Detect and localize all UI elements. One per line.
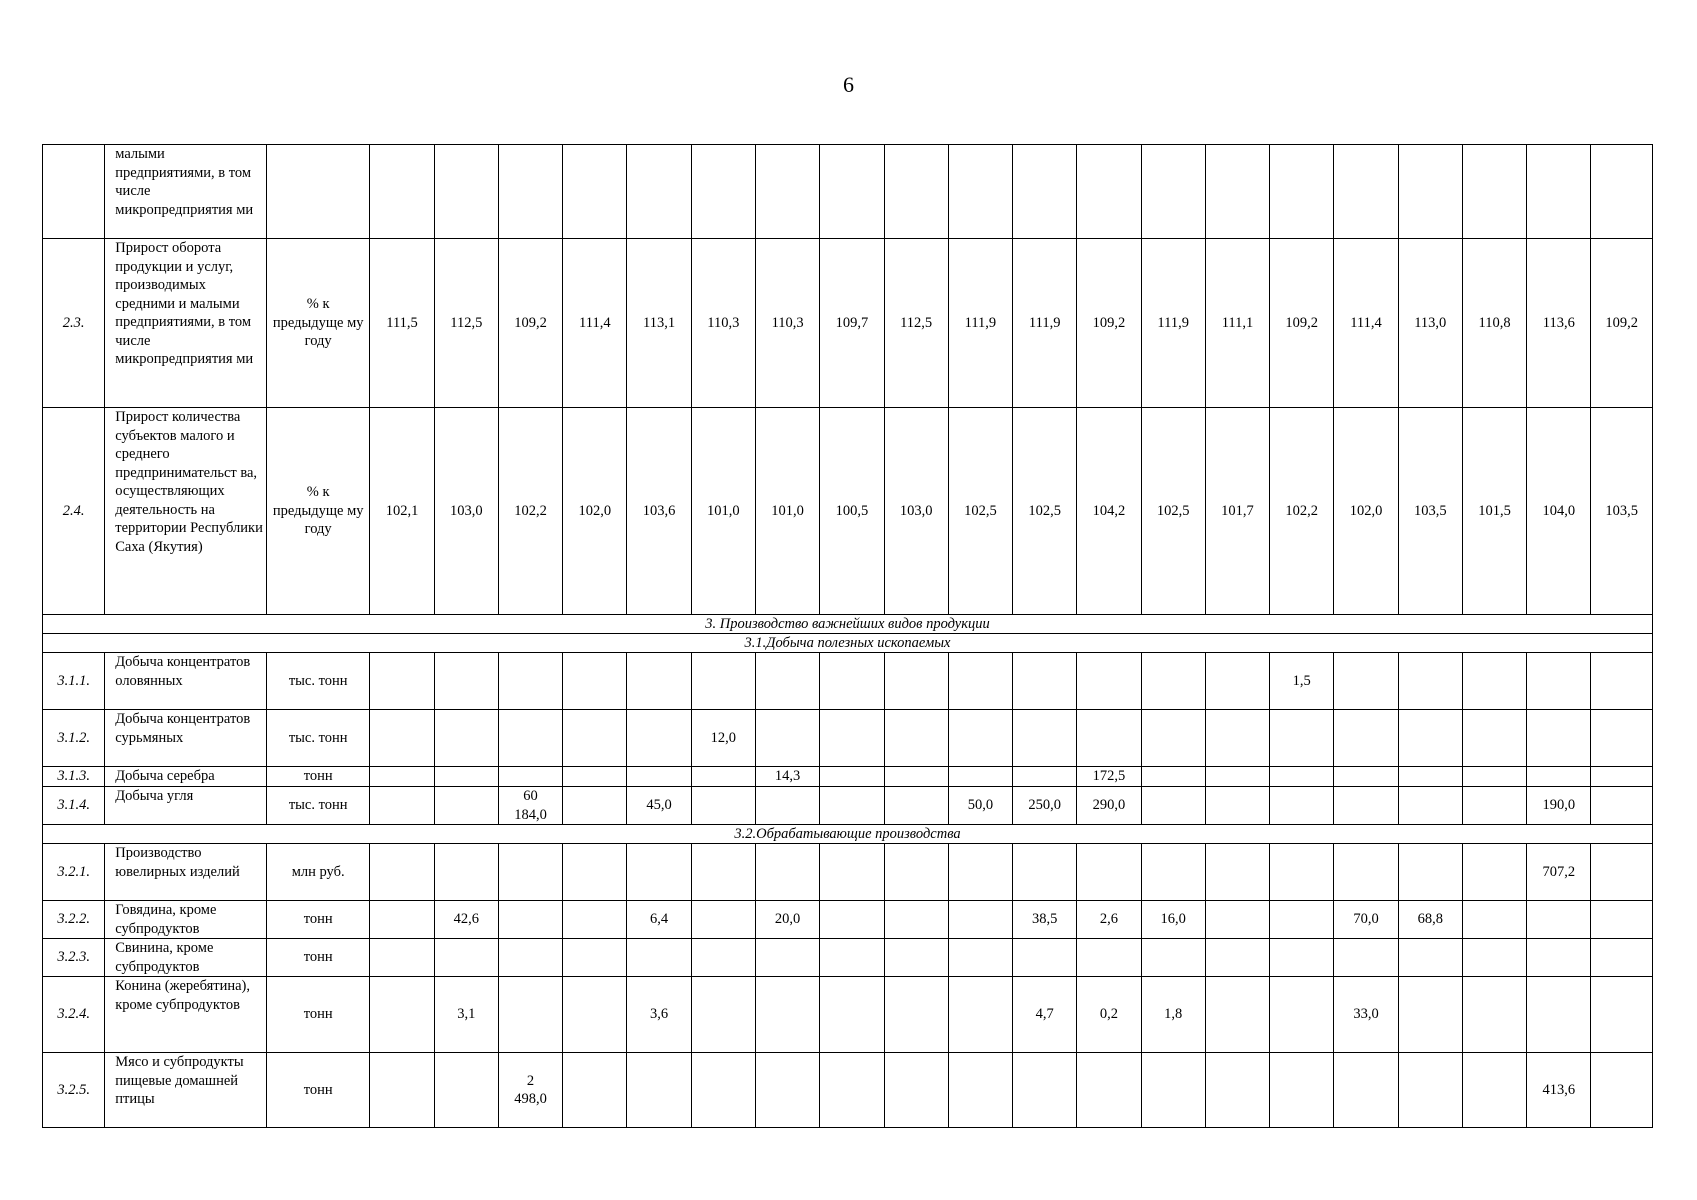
table-row: [43, 939, 1653, 977]
value-cell: [1462, 939, 1526, 977]
value-cell: [755, 1053, 819, 1128]
value-cell: [1013, 710, 1077, 767]
value-cell: 38,5: [1013, 901, 1077, 939]
table-row: [43, 767, 1653, 787]
value-cell: [370, 844, 434, 901]
value-cell: [1013, 939, 1077, 977]
value-cell: [498, 901, 562, 939]
value-cell: [627, 939, 691, 977]
value-cell: [1462, 1053, 1526, 1128]
value-cell: [1591, 844, 1653, 901]
value-cell: [370, 901, 434, 939]
value-cell: 111,5: [370, 239, 434, 408]
value-cell: 413,6: [1527, 1053, 1591, 1128]
indicator-name: Конина (жеребятина), кроме субпродуктов: [105, 977, 267, 1053]
value-cell: 33,0: [1334, 977, 1398, 1053]
value-cell: 101,7: [1205, 408, 1269, 615]
page-number: 6: [843, 72, 854, 97]
value-cell: 102,5: [948, 408, 1012, 615]
value-cell: 111,9: [1141, 239, 1205, 408]
value-cell: [884, 710, 948, 767]
value-cell: [820, 787, 884, 825]
value-cell: [755, 844, 819, 901]
value-cell: [370, 1053, 434, 1128]
value-cell: 20,0: [755, 901, 819, 939]
value-cell: [370, 767, 434, 787]
unit-cell: тонн: [266, 939, 369, 977]
value-cell: [1141, 710, 1205, 767]
section-title: 3.2.Обрабатывающие производства: [43, 825, 1653, 844]
value-cell: 111,9: [948, 239, 1012, 408]
value-cell: [884, 145, 948, 239]
value-cell: [1334, 1053, 1398, 1128]
value-cell: [563, 844, 627, 901]
indicator-name: Прирост оборота продукции и услуг, производимых средними и малыми предприятиями, в том числе микропредприятия ми: [105, 239, 267, 408]
value-cell: 113,1: [627, 239, 691, 408]
indicator-name: Добыча концентратов оловянных: [105, 653, 267, 710]
value-cell: [1013, 653, 1077, 710]
value-cell: [1462, 653, 1526, 710]
value-cell: [755, 787, 819, 825]
value-cell: [434, 767, 498, 787]
value-cell: 102,0: [563, 408, 627, 615]
row-number: 3.1.2.: [43, 710, 105, 767]
table-row: [43, 145, 1653, 239]
value-cell: [1141, 653, 1205, 710]
value-cell: [370, 977, 434, 1053]
value-cell: 16,0: [1141, 901, 1205, 939]
value-cell: [627, 653, 691, 710]
value-cell: 190,0: [1527, 787, 1591, 825]
value-cell: [498, 844, 562, 901]
value-cell: [563, 767, 627, 787]
value-cell: [1141, 767, 1205, 787]
value-cell: [1205, 901, 1269, 939]
unit-cell: тонн: [266, 977, 369, 1053]
value-cell: [1334, 844, 1398, 901]
value-cell: [434, 1053, 498, 1128]
value-cell: 112,5: [884, 239, 948, 408]
value-cell: [1527, 710, 1591, 767]
value-cell: [627, 1053, 691, 1128]
value-cell: [755, 977, 819, 1053]
value-cell: [1462, 710, 1526, 767]
value-cell: [1270, 939, 1334, 977]
value-cell: 111,1: [1205, 239, 1269, 408]
indicator-name: Добыча угля: [105, 787, 267, 825]
value-cell: [755, 710, 819, 767]
value-cell: 111,4: [563, 239, 627, 408]
value-cell: [1334, 145, 1398, 239]
value-cell: [434, 710, 498, 767]
value-cell: [1141, 1053, 1205, 1128]
value-cell: [948, 653, 1012, 710]
row-number: 3.2.2.: [43, 901, 105, 939]
value-cell: [1270, 901, 1334, 939]
value-cell: [884, 653, 948, 710]
row-number: [43, 145, 105, 239]
value-cell: [755, 939, 819, 977]
value-cell: 14,3: [755, 767, 819, 787]
value-cell: [1077, 710, 1141, 767]
value-cell: 3,1: [434, 977, 498, 1053]
value-cell: [1141, 145, 1205, 239]
value-cell: 101,0: [691, 408, 755, 615]
value-cell: [1013, 1053, 1077, 1128]
indicator-name: Говядина, кроме субпродуктов: [105, 901, 267, 939]
value-cell: 100,5: [820, 408, 884, 615]
value-cell: [755, 145, 819, 239]
value-cell: 110,3: [691, 239, 755, 408]
value-cell: [1077, 145, 1141, 239]
value-cell: 111,9: [1013, 239, 1077, 408]
value-cell: [1462, 977, 1526, 1053]
indicator-name: Производство ювелирных изделий: [105, 844, 267, 901]
value-cell: [434, 844, 498, 901]
value-cell: [948, 710, 1012, 767]
value-cell: [1398, 787, 1462, 825]
value-cell: [1205, 1053, 1269, 1128]
value-cell: [691, 145, 755, 239]
value-cell: 113,0: [1398, 239, 1462, 408]
value-cell: 103,0: [434, 408, 498, 615]
value-cell: [1398, 710, 1462, 767]
value-cell: 250,0: [1013, 787, 1077, 825]
value-cell: 707,2: [1527, 844, 1591, 901]
value-cell: [1591, 653, 1653, 710]
value-cell: [434, 939, 498, 977]
value-cell: [498, 145, 562, 239]
value-cell: [1141, 844, 1205, 901]
value-cell: 50,0: [948, 787, 1012, 825]
value-cell: [1527, 939, 1591, 977]
value-cell: 104,0: [1527, 408, 1591, 615]
value-cell: [1077, 939, 1141, 977]
table-body: [43, 145, 1653, 1128]
value-cell: 70,0: [1334, 901, 1398, 939]
value-cell: [563, 977, 627, 1053]
value-cell: [884, 767, 948, 787]
value-cell: [370, 710, 434, 767]
row-number: 3.2.5.: [43, 1053, 105, 1128]
value-cell: [563, 1053, 627, 1128]
table-row: [43, 844, 1653, 901]
value-cell: [627, 844, 691, 901]
value-cell: [1398, 145, 1462, 239]
value-cell: [1205, 767, 1269, 787]
value-cell: 109,2: [498, 239, 562, 408]
value-cell: [1591, 710, 1653, 767]
value-cell: [691, 901, 755, 939]
row-number: 2.3.: [43, 239, 105, 408]
value-cell: [1462, 787, 1526, 825]
value-cell: 102,2: [498, 408, 562, 615]
value-cell: [1334, 939, 1398, 977]
value-cell: [627, 767, 691, 787]
value-cell: [948, 901, 1012, 939]
value-cell: 103,5: [1398, 408, 1462, 615]
row-number: 2.4.: [43, 408, 105, 615]
unit-cell: % к предыдуще му году: [266, 408, 369, 615]
indicator-table: [42, 144, 1653, 1128]
value-cell: [1270, 145, 1334, 239]
unit-cell: тонн: [266, 767, 369, 787]
value-cell: [884, 844, 948, 901]
value-cell: [1270, 977, 1334, 1053]
value-cell: [1462, 145, 1526, 239]
table-row: [43, 710, 1653, 767]
unit-cell: тонн: [266, 1053, 369, 1128]
value-cell: [1077, 1053, 1141, 1128]
value-cell: 68,8: [1398, 901, 1462, 939]
value-cell: 103,6: [627, 408, 691, 615]
value-cell: [563, 939, 627, 977]
section-header-row: [43, 825, 1653, 844]
indicator-name: Прирост количества субъектов малого и среднего предпринимательст ва, осуществляющих деятельность на территории Республики Саха (Якутия): [105, 408, 267, 615]
value-cell: [1205, 653, 1269, 710]
value-cell: 104,2: [1077, 408, 1141, 615]
value-cell: [1527, 767, 1591, 787]
value-cell: [691, 787, 755, 825]
unit-cell: % к предыдуще му году: [266, 239, 369, 408]
value-cell: 102,0: [1334, 408, 1398, 615]
value-cell: 45,0: [627, 787, 691, 825]
value-cell: [370, 787, 434, 825]
value-cell: [884, 1053, 948, 1128]
value-cell: [948, 844, 1012, 901]
value-cell: [948, 977, 1012, 1053]
value-cell: [1462, 767, 1526, 787]
value-cell: 103,0: [884, 408, 948, 615]
value-cell: 2,6: [1077, 901, 1141, 939]
value-cell: [1141, 939, 1205, 977]
value-cell: [498, 767, 562, 787]
value-cell: [884, 939, 948, 977]
value-cell: [370, 145, 434, 239]
value-cell: 0,2: [1077, 977, 1141, 1053]
value-cell: [434, 653, 498, 710]
section-title: 3.1.Добыча полезных ископаемых: [43, 634, 1653, 653]
value-cell: 172,5: [1077, 767, 1141, 787]
table-row: [43, 787, 1653, 825]
value-cell: [820, 653, 884, 710]
value-cell: [1591, 767, 1653, 787]
value-cell: [948, 939, 1012, 977]
indicator-name: малыми предприятиями, в том числе микропредприятия ми: [105, 145, 267, 239]
row-number: 3.2.3.: [43, 939, 105, 977]
value-cell: 4,7: [1013, 977, 1077, 1053]
value-cell: 102,5: [1141, 408, 1205, 615]
value-cell: 109,7: [820, 239, 884, 408]
value-cell: [820, 901, 884, 939]
value-cell: [691, 977, 755, 1053]
value-cell: [1591, 939, 1653, 977]
value-cell: [627, 145, 691, 239]
value-cell: [498, 939, 562, 977]
value-cell: [434, 787, 498, 825]
value-cell: [1591, 977, 1653, 1053]
value-cell: [563, 710, 627, 767]
value-cell: [820, 977, 884, 1053]
value-cell: [1334, 653, 1398, 710]
value-cell: [820, 844, 884, 901]
value-cell: [1013, 767, 1077, 787]
value-cell: 60 184,0: [498, 787, 562, 825]
value-cell: [1398, 1053, 1462, 1128]
indicator-name: Добыча серебра: [105, 767, 267, 787]
value-cell: [1398, 939, 1462, 977]
table-row: [43, 653, 1653, 710]
value-cell: 111,4: [1334, 239, 1398, 408]
value-cell: [1077, 653, 1141, 710]
value-cell: 109,2: [1077, 239, 1141, 408]
value-cell: [370, 939, 434, 977]
value-cell: [1527, 977, 1591, 1053]
row-number: 3.2.1.: [43, 844, 105, 901]
value-cell: [1077, 844, 1141, 901]
value-cell: [1270, 767, 1334, 787]
unit-cell: тыс. тонн: [266, 787, 369, 825]
value-cell: 110,8: [1462, 239, 1526, 408]
value-cell: [563, 787, 627, 825]
value-cell: [691, 653, 755, 710]
value-cell: [1527, 653, 1591, 710]
value-cell: [820, 145, 884, 239]
row-number: 3.1.1.: [43, 653, 105, 710]
value-cell: 109,2: [1591, 239, 1653, 408]
value-cell: [1205, 787, 1269, 825]
value-cell: [1398, 653, 1462, 710]
value-cell: [1398, 767, 1462, 787]
unit-cell: тыс. тонн: [266, 710, 369, 767]
value-cell: [1334, 767, 1398, 787]
value-cell: [1398, 977, 1462, 1053]
value-cell: [820, 1053, 884, 1128]
value-cell: [370, 653, 434, 710]
value-cell: [563, 653, 627, 710]
unit-cell: млн руб.: [266, 844, 369, 901]
unit-cell: тыс. тонн: [266, 653, 369, 710]
value-cell: [820, 939, 884, 977]
value-cell: 109,2: [1270, 239, 1334, 408]
value-cell: [1270, 710, 1334, 767]
value-cell: [1205, 710, 1269, 767]
value-cell: [498, 710, 562, 767]
row-number: 3.1.4.: [43, 787, 105, 825]
indicator-name: Добыча концентратов сурьмяных: [105, 710, 267, 767]
value-cell: 12,0: [691, 710, 755, 767]
section-title: 3. Производство важнейших видов продукции: [43, 615, 1653, 634]
value-cell: [1205, 145, 1269, 239]
value-cell: [627, 710, 691, 767]
value-cell: 101,0: [755, 408, 819, 615]
value-cell: 102,2: [1270, 408, 1334, 615]
value-cell: [884, 977, 948, 1053]
value-cell: 102,1: [370, 408, 434, 615]
value-cell: [1527, 145, 1591, 239]
value-cell: [498, 653, 562, 710]
value-cell: [1591, 1053, 1653, 1128]
value-cell: [1013, 145, 1077, 239]
value-cell: [1205, 977, 1269, 1053]
value-cell: [948, 1053, 1012, 1128]
value-cell: [1398, 844, 1462, 901]
value-cell: [1205, 939, 1269, 977]
value-cell: [820, 767, 884, 787]
unit-cell: [266, 145, 369, 239]
value-cell: [1270, 844, 1334, 901]
value-cell: [563, 901, 627, 939]
row-number: 3.1.3.: [43, 767, 105, 787]
value-cell: [691, 844, 755, 901]
value-cell: [884, 901, 948, 939]
value-cell: [1591, 901, 1653, 939]
value-cell: 6,4: [627, 901, 691, 939]
value-cell: [1205, 844, 1269, 901]
value-cell: [498, 977, 562, 1053]
value-cell: [1270, 1053, 1334, 1128]
value-cell: 103,5: [1591, 408, 1653, 615]
value-cell: [691, 767, 755, 787]
value-cell: [948, 767, 1012, 787]
value-cell: 112,5: [434, 239, 498, 408]
value-cell: [1462, 844, 1526, 901]
value-cell: [1591, 787, 1653, 825]
table-row: [43, 977, 1653, 1053]
value-cell: 113,6: [1527, 239, 1591, 408]
value-cell: 42,6: [434, 901, 498, 939]
value-cell: 3,6: [627, 977, 691, 1053]
value-cell: [1462, 901, 1526, 939]
value-cell: [1013, 844, 1077, 901]
value-cell: [820, 710, 884, 767]
value-cell: [1591, 145, 1653, 239]
value-cell: 101,5: [1462, 408, 1526, 615]
value-cell: 2 498,0: [498, 1053, 562, 1128]
value-cell: 1,5: [1270, 653, 1334, 710]
value-cell: [755, 653, 819, 710]
row-number: 3.2.4.: [43, 977, 105, 1053]
value-cell: 102,5: [1013, 408, 1077, 615]
value-cell: [691, 939, 755, 977]
value-cell: [1334, 787, 1398, 825]
value-cell: 1,8: [1141, 977, 1205, 1053]
value-cell: [691, 1053, 755, 1128]
unit-cell: тонн: [266, 901, 369, 939]
value-cell: [884, 787, 948, 825]
value-cell: [434, 145, 498, 239]
table-row: [43, 239, 1653, 408]
indicator-name: Мясо и субпродукты пищевые домашней птицы: [105, 1053, 267, 1128]
table-row: [43, 901, 1653, 939]
value-cell: [948, 145, 1012, 239]
table-row: [43, 1053, 1653, 1128]
section-header-row: [43, 615, 1653, 634]
section-header-row: [43, 634, 1653, 653]
indicator-name: Свинина, кроме субпродуктов: [105, 939, 267, 977]
value-cell: [1334, 710, 1398, 767]
value-cell: 110,3: [755, 239, 819, 408]
table-row: [43, 408, 1653, 615]
value-cell: [1527, 901, 1591, 939]
value-cell: [563, 145, 627, 239]
value-cell: 290,0: [1077, 787, 1141, 825]
value-cell: [1141, 787, 1205, 825]
value-cell: [1270, 787, 1334, 825]
